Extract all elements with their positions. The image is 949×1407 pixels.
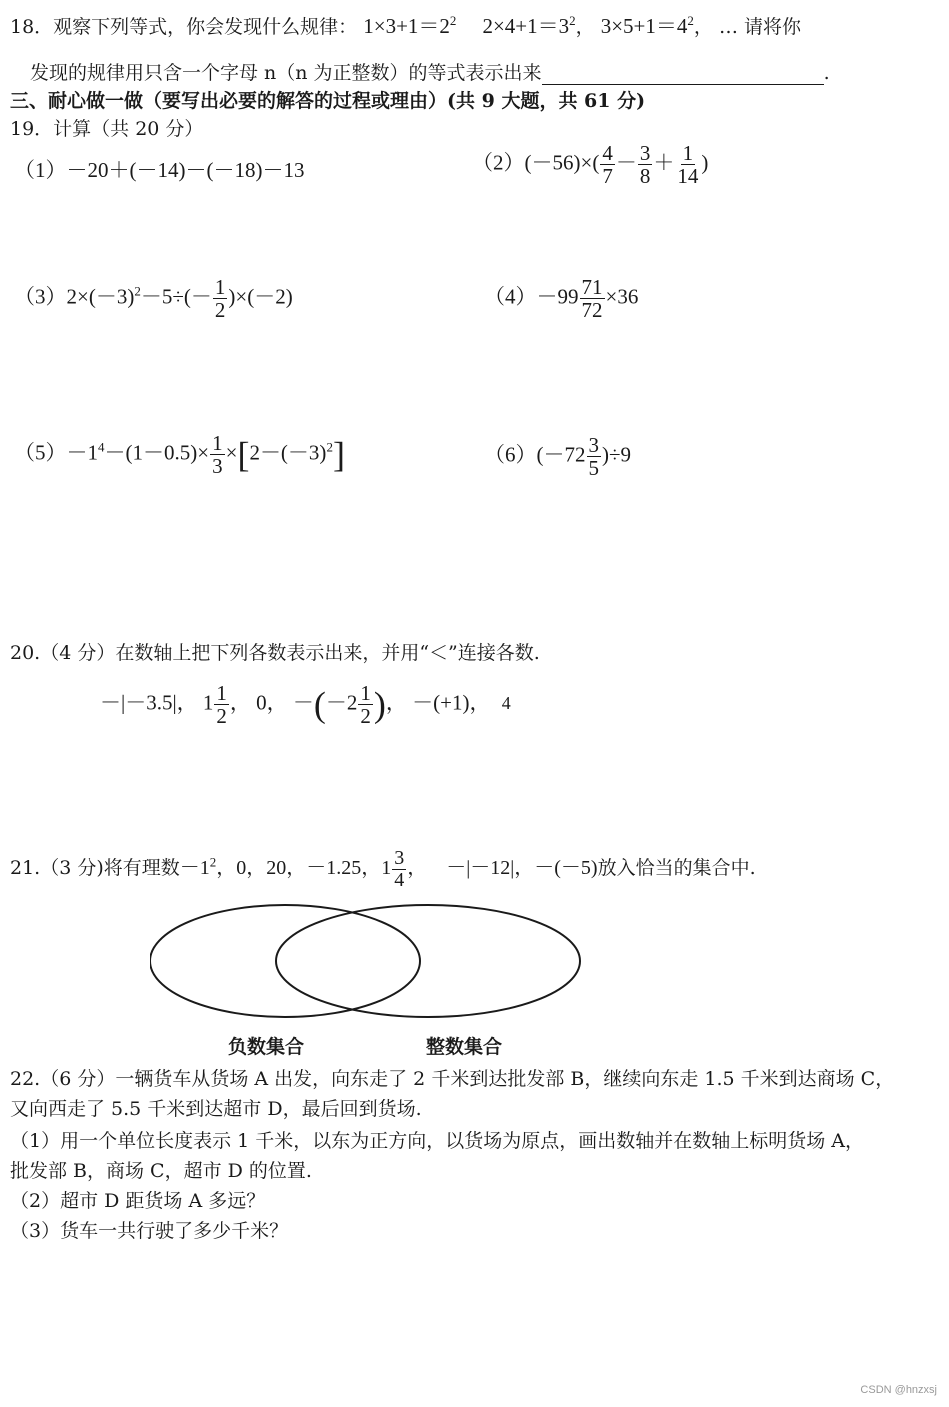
bracket-inner: 2－(－3) [249,440,327,465]
fraction: $\frac{3}{4}$ [394,847,405,891]
q18-line1: 18．观察下列等式，你会发现什么规律： $1\times 3+1=2^2$ $2\times 4+1=3^2$， $3\times 5+1=4^2$， … 请将你 [10,13,801,38]
expr-post: ) [701,150,709,175]
part-label: （2） [472,150,525,175]
q22-line1: 22.（6 分）一辆货车从货场 A 出发，向东走了 2 千米到达批发部 B，继续向东走 1.5 千米到达商场 C， [10,1068,895,1090]
expr-post: )×(－2) [228,284,293,309]
part-label: （6） [484,442,537,467]
number-item: 1 [381,857,392,880]
q22-line4: 批发部 B，商场 C，超市 D 的位置. [10,1160,312,1182]
separator: ， [385,690,407,715]
number-item: 0， [256,690,288,715]
negative-set-label: 负数集合 [228,1036,305,1058]
q20-title: 20.（4 分）在数轴上把下列各数表示出来，并用“＜”连接各数. [10,642,540,664]
fraction: $\frac{71}{72}$ [581,275,603,323]
expr-pre: (－56)×( [524,150,600,175]
q19-part1 [14,154,304,184]
watermark: CSDN @hnzxsj [860,1384,937,1396]
part-expr: －20＋(－14)－(－18)－13 [66,158,305,182]
number-item: ，0，20，－1.25， [216,857,382,880]
fraction: $\frac{4}{7}$ [602,141,613,189]
separator: ， [229,690,251,715]
exponent: 2 [209,854,217,870]
part-label: （5） [14,440,67,465]
q20-numbers [100,682,511,727]
fraction: $\frac{1}{14}$ [677,141,699,189]
q19-part6 [484,434,631,479]
expr-pre: －99 [536,284,579,309]
expr-pre: －1 [66,440,98,465]
left-paren: ( [313,684,326,725]
q18-eq3: $3\times 5+1=4^2$ [600,13,694,38]
q22-line5: （2）超市 D 距货场 A 多远？ [10,1190,266,1212]
fraction: $\frac{1}{2}$ [216,681,227,729]
left-bracket: [ [237,434,250,475]
separator: ， [407,857,428,880]
part-label: （1） [14,158,67,182]
q22-line2: 又向西走了 5.5 千米到达超市 D，最后回到货场. [10,1098,422,1120]
q21-pre: 21.（3 分)将有理数 [10,857,180,880]
answer-blank[interactable] [542,64,824,85]
q18-eq1: $1\times 3+1=2^2$ [363,13,457,38]
integer-set-ellipse[interactable] [276,905,580,1017]
right-paren: ) [373,684,386,725]
q18-line2-text: 发现的规律用只含一个字母 n（n 为正整数）的等式表示出来 [30,62,542,84]
number-item: － [292,690,314,715]
number-item: －|－12|，－(－5) [446,857,598,880]
op: － [615,150,637,175]
q21-post: 放入恰当的集合中. [597,857,756,880]
expr-mid: －5÷(－ [140,284,212,309]
fraction: $\frac{1}{2}$ [214,275,226,323]
integer-set-label: 整数集合 [426,1036,503,1058]
right-bracket: ] [332,434,345,475]
number-item: －|－3.5|， [100,690,198,715]
q19-part4 [484,276,638,321]
fraction: $\frac{1}{3}$ [212,431,223,479]
q18-lead: 18．观察下列等式，你会发现什么规律： [10,16,358,38]
q22-line6: （3）货车一共行驶了多少千米？ [10,1220,289,1242]
number-item: －2 [325,690,358,715]
exponent: 2 [134,283,141,299]
number-item: －1 [179,857,210,880]
q18-tail: … 请将你 [718,16,801,38]
part-label: （3） [14,284,67,309]
q18-line2 [30,58,830,85]
expr-pre: 2×(－3) [66,284,135,309]
expr-mid: －(1－0.5)× [104,440,210,465]
exponent: 2 [326,439,333,455]
q19-part3 [14,276,293,321]
fraction: $\frac{1}{2}$ [360,681,371,729]
q18-end: . [823,62,830,84]
venn-diagram [150,896,600,1026]
fraction: $\frac{3}{5}$ [588,433,599,481]
op: × [225,440,238,465]
q19-part2 [472,142,708,187]
number-item: 1 [202,690,214,715]
expr-pre: (－72 [536,442,586,467]
exponent: 4 [98,439,105,455]
negative-set-ellipse[interactable] [150,905,420,1017]
op: ＋ [653,150,675,175]
q22-line3: （1）用一个单位长度表示 1 千米，以东为正方向，以货场为原点，画出数轴并在数轴上标明货场 A， [10,1130,865,1152]
part-label: （4） [484,284,537,309]
fraction: $\frac{3}{8}$ [639,141,651,189]
q19-part5 [14,432,345,477]
expr-post: )÷9 [602,442,632,467]
number-item: －(+1)， [412,690,491,715]
section3-heading: 三、耐心做一做（要写出必要的解答的过程或理由）(共 9 大题，共 61 分) [10,90,646,112]
number-item: 4 [501,693,511,714]
q18-eq2: $2\times 4+1=3^2$ [482,13,576,38]
q19-title: 19．计算（共 20 分） [10,118,204,140]
q21-line [10,848,756,891]
expr-post: ×36 [605,284,639,309]
